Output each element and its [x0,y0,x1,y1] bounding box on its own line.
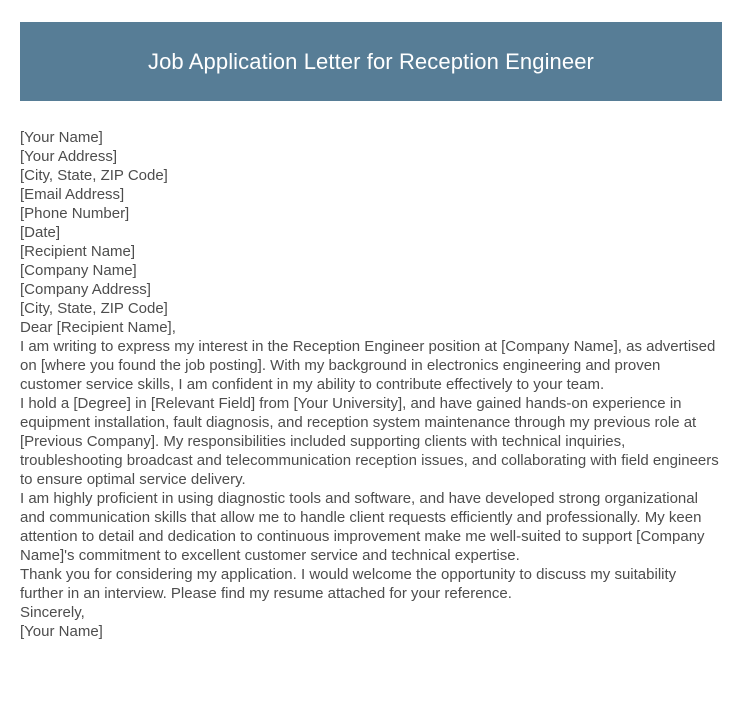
recipient-name-line: [Recipient Name] [20,243,136,260]
letter-paragraph-1: I am writing to express my interest in the Reception Engineer position at [Company Name], as advertised on [where you found the job posting]. With my background in electronics engineering and proven customer service skills, I am confident in my ability to contribute effectively to your team. [20,338,716,393]
closing-line: Sincerely, [20,604,85,621]
sender-phone-line: [Phone Number] [20,205,130,222]
letter-body [20,128,722,641]
sender-city-state-zip-line: [City, State, ZIP Code] [20,167,168,184]
recipient-company-line: [Company Name] [20,262,137,279]
document-title: Job Application Letter for Reception Engineer [147,48,594,74]
sender-address-line: [Your Address] [20,148,118,165]
letter-paragraph-4: Thank you for considering my application. I would welcome the opportunity to discuss my suitability further in an interview. Please find my resume attached for your reference. [20,566,677,602]
letter-paragraph-3: I am highly proficient in using diagnostic tools and software, and have developed strong organizational and communication skills that allow me to handle client requests efficiently and professionally. My keen attention to detail and dedication to continuous improvement make me well-suited to support [Company Name]'s commitment to excellent customer service and technical expertise. [20,490,705,564]
sender-name-line: [Your Name] [20,129,103,146]
letter-paragraph-2: I hold a [Degree] in [Relevant Field] from [Your University], and have gained hands-on experience in equipment installation, fault diagnosis, and reception system maintenance through my previous role at [Previous Company]. My responsibilities included supporting clients with technical inquiries, troubleshooting broadcast and telecommunication reception issues, and collaborating with field engineers to ensure optimal service delivery. [20,395,719,488]
sender-email-line: [Email Address] [20,186,125,203]
signature-name-line: [Your Name] [20,623,103,640]
date-line: [Date] [20,224,61,241]
salutation-line: Dear [Recipient Name], [20,319,176,336]
recipient-address-line: [Company Address] [20,281,151,298]
document-header-banner [20,22,722,101]
recipient-city-state-zip-line: [City, State, ZIP Code] [20,300,168,317]
